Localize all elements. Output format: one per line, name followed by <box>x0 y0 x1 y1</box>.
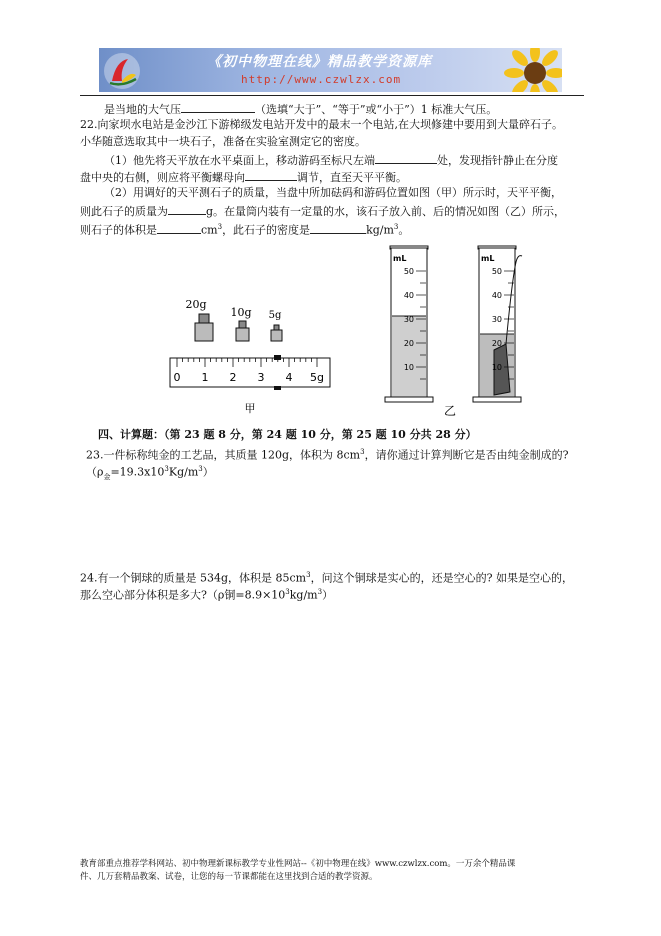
site-logo-icon <box>102 51 142 91</box>
cylinder-mark: 50 <box>403 267 414 276</box>
cylinder-mark: 10 <box>491 363 502 372</box>
footer-line-2: 件、几万套精品教案、试卷，让您的每一节课都能在这里找到合适的教学资源。 <box>80 872 378 882</box>
rider-scale <box>170 358 330 387</box>
question-23-density: $(\rho_金=19.3x10^3Kg/m^3)$ <box>86 465 214 481</box>
text-line-5: 盘中央的右侧，则应将平衡螺母向 调节，直至天平平衡。 <box>80 171 407 184</box>
weight-label: 10g <box>230 306 252 319</box>
text-line-3: 小华随意选取其中一块石子，准备在实验室测定它的密度。 <box>80 135 366 148</box>
weight-label: 20g <box>185 298 207 311</box>
question-23: 23.一件标称纯金的工艺品，其质量 120g，体积为 $8cm^3$，请你通过计算判断它是否由纯金制成的? <box>86 448 569 462</box>
answer-blank[interactable] <box>245 169 297 181</box>
weight-10g-icon <box>236 321 249 341</box>
cylinder-mark: 30 <box>491 315 502 324</box>
cylinder-mark: 50 <box>491 267 502 276</box>
text-line-6: （2）用调好的天平测石子的质量，当盘中所加砝码和游码位置如图（甲）所示时，天平平衡， <box>104 186 562 199</box>
text-line-1: 是当地的大气压 （选填“大于”、“等于”或“小于”）1 标准大气压。 <box>104 103 498 116</box>
answer-blank[interactable] <box>168 203 206 215</box>
text-line-8: 则石子的体积是 $cm^3$，此石子的密度是 $kg/m^3$。 <box>80 223 410 237</box>
answer-blank[interactable] <box>181 101 255 113</box>
scale-tick-label: 5g <box>310 371 324 384</box>
figure-cylinders <box>382 240 532 418</box>
scale-tick-label: 4 <box>285 371 293 384</box>
scale-tick-label: 3 <box>257 371 265 384</box>
answer-blank[interactable] <box>310 222 366 234</box>
cylinder-unit: mL <box>393 254 407 263</box>
header-rule <box>80 95 584 96</box>
rider-marker-icon <box>274 355 281 360</box>
scale-tick-label: 0 <box>173 371 181 384</box>
cylinder-mark: 20 <box>403 339 414 348</box>
question-24-line-2: 那么空心部分体积是多大?（ρ铜$=8.9\times 10^3kg/m^3$） <box>80 588 334 602</box>
scale-tick-label: 1 <box>201 371 209 384</box>
text-line-2: 22.向家坝水电站是金沙江下游梯级发电站开发中的最末一个电站,在大坝修建中要用到大量碎石子。 <box>80 118 563 131</box>
site-title: 《初中物理在线》精品教学资源库 <box>207 54 432 70</box>
sunflower-icon <box>504 48 562 92</box>
cylinder-mark: 20 <box>491 339 502 348</box>
question-24: 24.有一个铜球的质量是 534g，体积是 $85cm^3$，问这个铜球是实心的，还是空心的? 如果是空心的， <box>80 571 573 585</box>
site-url: http://www.czwlzx.com <box>241 73 402 86</box>
answer-blank[interactable] <box>375 152 437 164</box>
cylinder-mark: 10 <box>403 363 414 372</box>
cylinder-mark: 40 <box>491 291 502 300</box>
figure-label-jia: 甲 <box>244 402 256 415</box>
rider-marker-icon <box>274 386 281 390</box>
figure-label-yi: 乙 <box>444 404 457 418</box>
cylinder-unit: mL <box>481 254 495 263</box>
text-line-7: 则此石子的质量为 g。在量筒内装有一定量的水，该石子放入前、后的情况如图（乙）所示， <box>80 205 566 218</box>
section-heading: 四、计算题：（第 23 题 8 分，第 24 题 10 分，第 25 题 10 分共 28 分） <box>98 428 477 441</box>
cylinder-mark: 30 <box>403 315 414 324</box>
weight-20g-icon <box>195 314 213 341</box>
weight-label: 5g <box>268 310 282 321</box>
cylinder-mark: 40 <box>403 291 414 300</box>
footer-line-1: 教育部重点推荐学科网站、初中物理新课标教学专业性网站--《初中物理在线》www.czwlzx.com。一万余个精品课 <box>80 859 516 869</box>
text-line-4: （1）他先将天平放在水平桌面上，移动游码至标尺左端 处，发现指针静止在分度 <box>104 154 558 167</box>
answer-blank[interactable] <box>157 222 201 234</box>
scale-tick-label: 2 <box>229 371 237 384</box>
header-banner <box>99 48 562 92</box>
figure-balance <box>160 292 340 417</box>
weight-5g-icon <box>271 325 282 341</box>
